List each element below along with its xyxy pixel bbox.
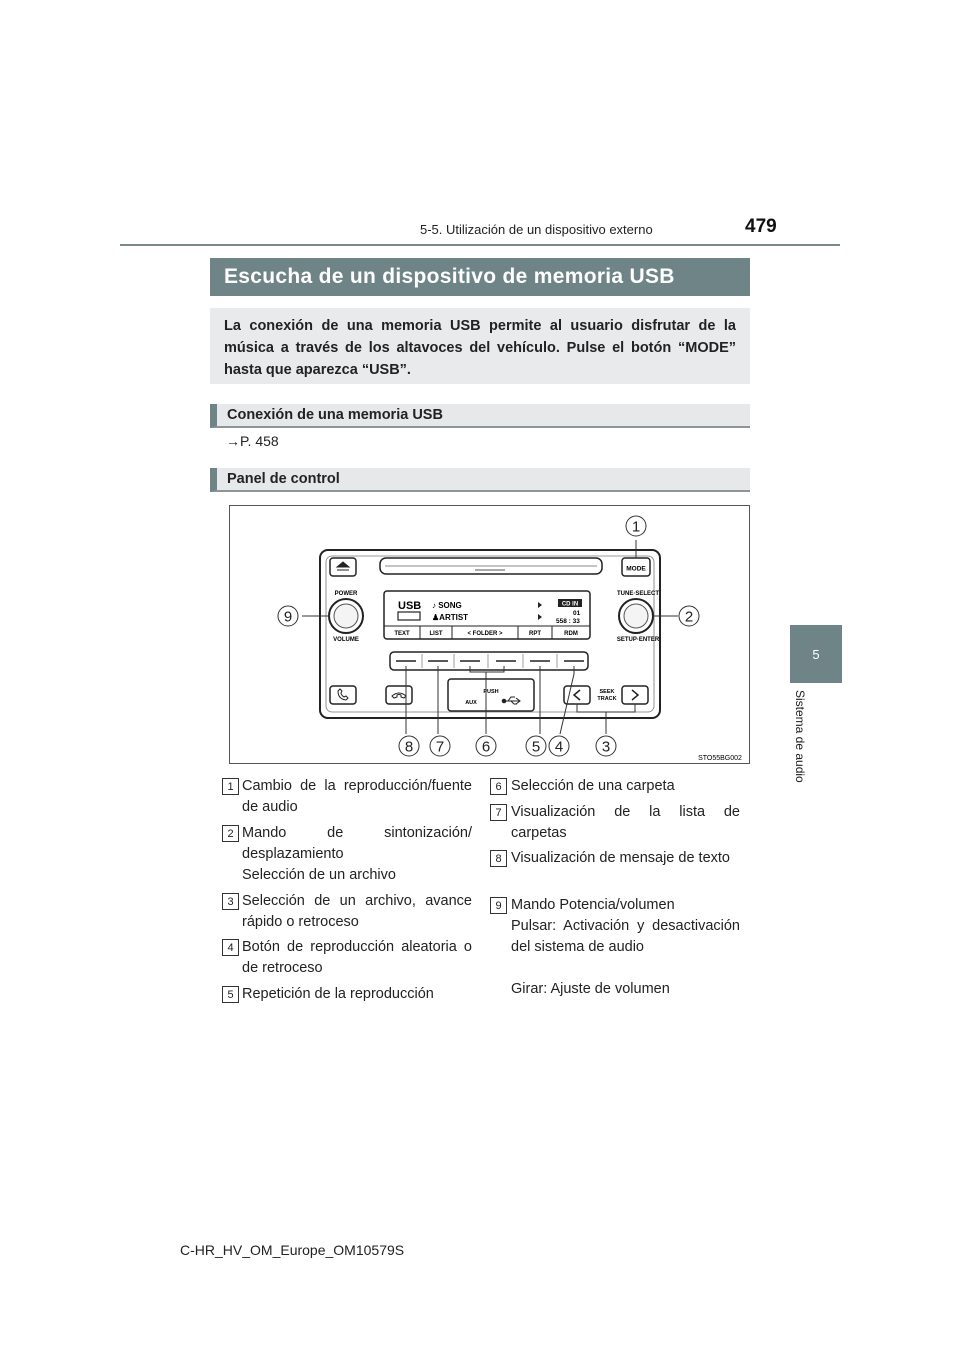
aux-label: AUX: [465, 700, 477, 706]
aux-usb-cover: [448, 679, 534, 711]
list-item-8: Visualización de mensaje de texto: [511, 850, 730, 866]
track-label: TRACK: [597, 696, 617, 702]
preset-button-strip: [390, 652, 588, 670]
volume-label: VOLUME: [333, 637, 359, 643]
softkey-list: LIST: [429, 631, 443, 637]
audio-unit-drawing: [230, 506, 749, 763]
list-item-3: Selección de un archivo, avance rápido o retroceso: [242, 893, 472, 930]
list-item-6-number: 6: [490, 776, 507, 797]
seek-forward-button: [622, 686, 648, 704]
softkey-rdm: RDM: [564, 631, 578, 637]
callout-1-text: 1: [631, 518, 641, 536]
list-item-1: Cambio de la reproducción/fuente de audio: [242, 778, 472, 815]
softkey-folder: < FOLDER >: [467, 631, 503, 637]
list-item-9-sub2: Girar: Ajuste de volumen: [511, 981, 670, 997]
callout-2-text: 2: [684, 608, 694, 626]
control-panel-figure: [229, 505, 750, 764]
list-item-9: Mando Potencia/volumen: [511, 897, 675, 913]
chapter-label-text: Sistema de audio: [793, 690, 807, 783]
subheading-usb-connection: Conexión de una memoria USB: [210, 404, 750, 428]
callout-4-text: 4: [554, 738, 564, 756]
power-label: POWER: [334, 591, 358, 597]
display-song: ♪ SONG: [432, 601, 462, 610]
display-source: USB: [398, 600, 422, 612]
list-item-4-number: 4: [222, 937, 239, 958]
header-rule: [120, 244, 840, 246]
chapter-label: [760, 690, 840, 810]
list-item-6: Selección de una carpeta: [511, 778, 675, 794]
list-item-9-sub: Pulsar: Activación y desactivación del sistema de audio: [511, 918, 740, 955]
track-number: 01: [573, 610, 581, 617]
softkey-text: TEXT: [394, 631, 410, 637]
list-item-4: Botón de reproducción aleatoria o de retroceso: [242, 939, 472, 976]
callout-9-text: 9: [283, 608, 293, 626]
figure-code: STO55BG002: [698, 755, 742, 762]
seek-label: SEEK: [599, 689, 615, 695]
document-code: C-HR_HV_OM_Europe_OM10579S: [180, 1242, 405, 1258]
list-item-3-number: 3: [222, 891, 239, 912]
mode-label: MODE: [626, 565, 646, 573]
list-item-1-number: 1: [222, 776, 239, 797]
page-title: Escucha de un dispositivo de memoria USB: [210, 258, 750, 296]
list-item-9-number: 9: [490, 895, 507, 916]
cd-in-text: CD IN: [561, 601, 579, 608]
list-item-2: Mando de sintonización/ desplazamiento: [242, 825, 472, 862]
subheading-control-panel: Panel de control: [210, 468, 750, 492]
phone-pickup-button: [330, 686, 356, 704]
list-item-2-sub: Selección de un archivo: [242, 867, 396, 883]
page-number: 479: [745, 216, 777, 237]
intro-box: La conexión de una memoria USB permite al usuario disfrutar de la música a través de los altavoces del vehículo. Pulse el botón “MODE” hasta que aparezca “USB”.: [210, 308, 750, 384]
list-item-5-number: 5: [222, 984, 239, 1005]
softkey-rpt: RPT: [529, 631, 541, 637]
callout-6-text: 6: [481, 738, 491, 756]
callout-3-text: 3: [601, 738, 611, 756]
callout-8-text: 8: [404, 738, 414, 756]
callout-7-text: 7: [435, 738, 445, 756]
page-reference: →P. 458: [226, 433, 279, 449]
list-item-8-number: 8: [490, 848, 507, 869]
display-artist: ♟ARTIST: [432, 613, 469, 622]
setup-enter-label: SETUP·ENTER: [616, 637, 660, 643]
tune-select-label: TUNE·SELECT: [617, 591, 659, 597]
list-item-7-number: 7: [490, 802, 507, 823]
chapter-tab: 5: [790, 625, 842, 683]
section-header: 5-5. Utilización de un dispositivo externo: [420, 222, 653, 237]
list-item-7: Visualización de la lista de carpetas: [511, 804, 740, 841]
list-item-2-number: 2: [222, 823, 239, 844]
track-time: 558 : 33: [556, 618, 580, 625]
push-label: PUSH: [483, 689, 499, 695]
list-item-5: Repetición de la reproducción: [242, 986, 434, 1002]
callout-5-text: 5: [531, 738, 541, 756]
